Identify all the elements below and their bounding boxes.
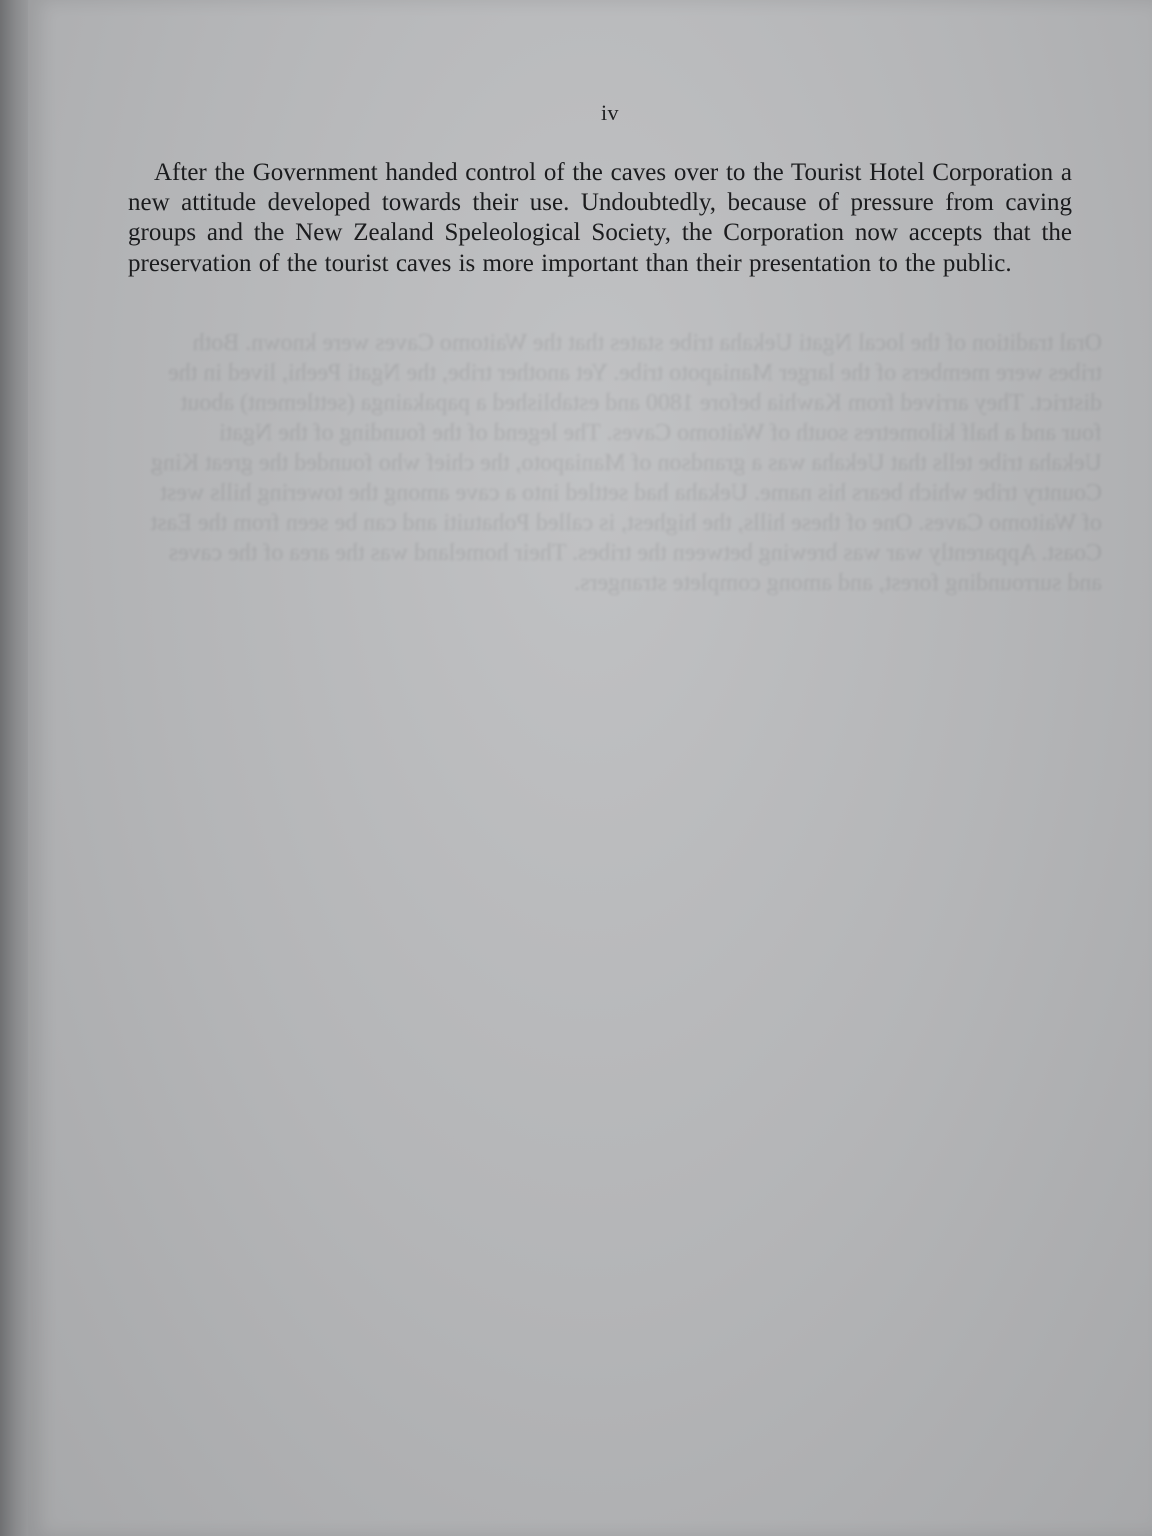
- show-through-text: Oral tradition of the local Ngati Uekaha tribe states that the Waitomo Caves were known. Both tribes were members of the larger Maniapoto tribe. Yet another tribe, the Ngati Peehi, lived in the district. They arrived from Kawhia before 1800 and established a papakainga (settlement) about four and a half kilometres south of Waitomo Caves. The legend of the founding of the Ngati Uekaha tribe tells that Uekaha was a grandson of Maniapoto, the chief who founded the great King Country tribe which bears his name. Uekaha had settled into a cave among the towering hills west of Waitomo Caves. One of these hills, the highest, is called Pohatuiti and can be seen from the East Coast. Apparently war was brewing between the tribes. Their homeland was the area of the caves and surrounding forest, and among complete strangers.: [144, 330, 1102, 596]
- page-number: iv: [600, 100, 620, 125]
- body-paragraph: After the Government handed control of the caves over to the Tourist Hotel Corporation a new attitude developed towards their use. Undoubtedly, because of pressure from caving groups and the New Zealand Speleological Society, the Corporation now accepts that the preservation of the tourist caves is more important than their presentation to the public.: [128, 159, 1072, 277]
